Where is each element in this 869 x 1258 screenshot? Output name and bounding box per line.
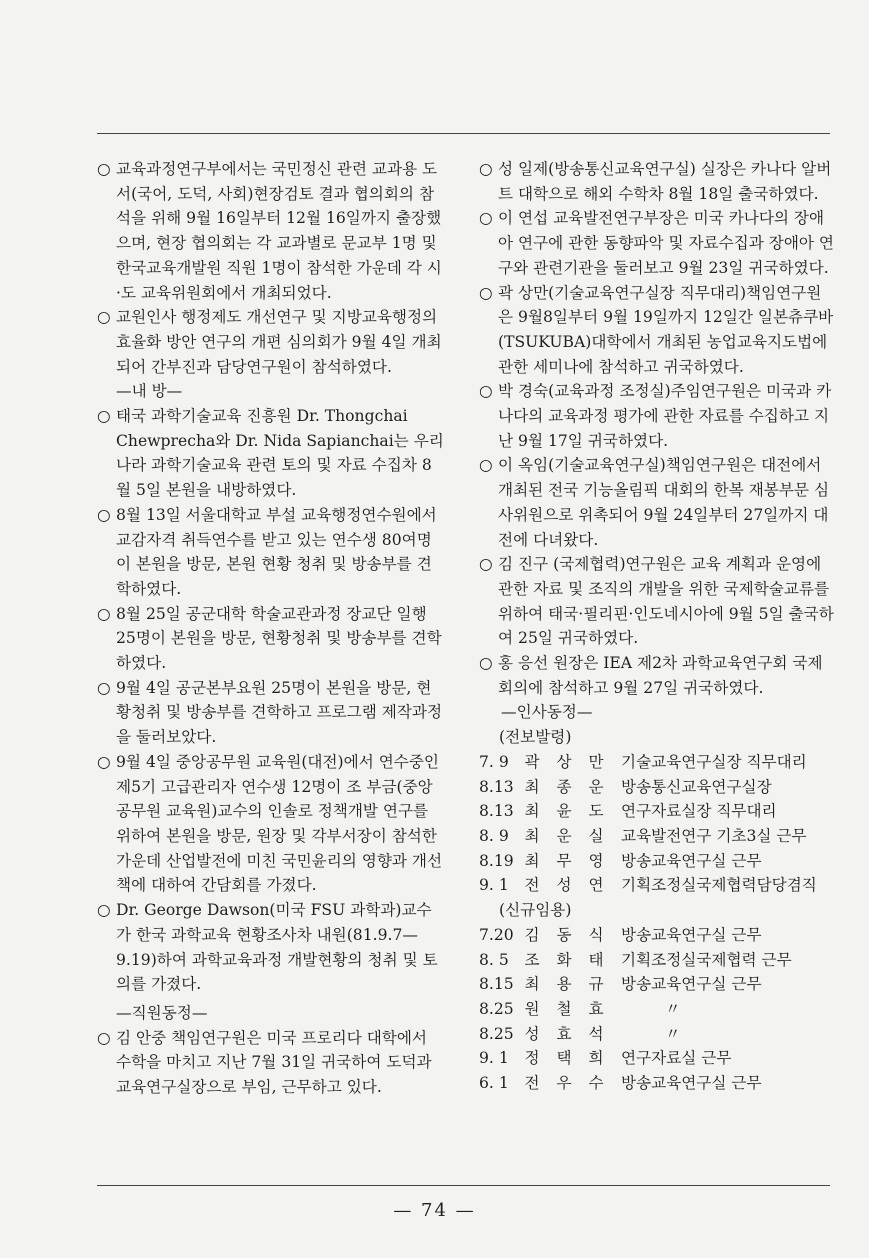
list-item: ○ 이 연섭 교육발전연구부장은 미국 카나다의 장애아 연구에 관한 동향파악 및 자료수집과 장애아 연구와 관련기관을 둘러보고 9월 23일 귀국하였다. xyxy=(479,209,834,277)
table-row: 8. 5 조 화 태 기획조정실국제협력 근무 xyxy=(479,950,792,969)
list-item: ○ 교육과정연구부에서는 국민정신 관련 교과용 도서(국어, 도덕, 사회)현장검토 결과 협의회의 참석을 위해 9월 16일부터 12월 16일까지 출장했으며, 현장 협의회는 각 교과별로 문교부 1명 및 한국교육개발원 직원 1명이 참석한 가운데 각 시·도 교육위원회에서 개최되었다. xyxy=(97,160,442,302)
table-row: 8. 9 최 운 실 교육발전연구 기초3실 근무 xyxy=(479,826,807,845)
list-item: ○ 박 경숙(교육과정 조정실)주임연구원은 미국과 카나다의 교육과정 평가에 관한 자료를 수집하고 지난 9월 17일 귀국하였다. xyxy=(479,382,832,450)
list-item: ○ 교원인사 행정제도 개선연구 및 지방교육행정의 효율화 방안 연구의 개편 심의회가 9월 4일 개최되어 간부진과 담당연구원이 참석하였다. xyxy=(97,308,442,376)
table-row: 8.19 최 무 영 방송교육연구실 근무 xyxy=(479,851,762,870)
subheading-transfer: (전보발령) xyxy=(499,728,572,747)
list-item: ○ 곽 상만(기술교육연구실장 직무대리)책임연구원은 9월8일부터 9월 19일까지 12일간 일본츄쿠바(TSUKUBA)대학에서 개최된 농업교육지도법에 관한 세미나에 참석하고 귀국하였다. xyxy=(479,283,834,376)
table-row: 6. 1 전 우 수 방송교육연구실 근무 xyxy=(479,1074,762,1093)
list-item: ○ 홍 응선 원장은 IEA 제2차 과학교육연구회 국제회의에 참석하고 9월 27일 귀국하였다. xyxy=(479,654,823,697)
list-item: ○ 8월 13일 서울대학교 부설 교육행정연수원에서 교감자격 취득연수를 받고 있는 연수생 80여명이 본원을 방문, 본원 현황 청취 및 방송부를 견학하였다. xyxy=(97,505,437,598)
list-item: ○ 이 옥임(기술교육연구실)책임연구원은 대전에서 개최된 전국 기능올림픽 대회의 한복 재봉부문 심사위원으로 위촉되어 9월 24일부터 27일까지 대전에 다녀왔다. xyxy=(479,456,830,549)
list-item: ○ 8월 25일 공군대학 학술교관과정 장교단 일행 25명이 본원을 방문, 현황청취 및 방송부를 견학하였다. xyxy=(97,604,442,673)
new-hire-table xyxy=(479,923,792,1096)
section-heading-staff: —직원동정— xyxy=(116,1003,208,1022)
left-column xyxy=(97,157,445,1100)
table-row: 7.20 김 동 식 방송교육연구실 근무 xyxy=(479,925,762,944)
page-number: — 74 — xyxy=(393,1200,476,1221)
top-rule xyxy=(97,133,830,134)
table-row: 8.25 성 효 석 〃 xyxy=(479,1024,681,1043)
section-heading-personnel: —인사동정— xyxy=(501,703,593,722)
right-column xyxy=(479,157,835,1096)
list-item: ○ 성 일제(방송통신교육연구실) 실장은 카나다 알버트 대학으로 해외 수학차 8월 18일 출국하였다. xyxy=(479,160,832,203)
list-item: ○ 9월 4일 중앙공무원 교육원(대전)에서 연수중인 제5기 고급관리자 연수생 12명이 조 부금(중앙공무원 교육원)교수의 인솔로 정책개발 연구를 위하여 본원을 방문, 원장 및 각부서장이 참석한 가운데 산업발전에 미친 국민윤리의 영향과 개선책에 대하여 간담회를 가졌다. xyxy=(97,752,443,895)
bottom-rule xyxy=(97,1185,830,1186)
table-row: 8.15 최 용 규 방송교육연구실 근무 xyxy=(479,975,762,994)
subheading-new-hires: (신규임용) xyxy=(499,901,572,920)
table-row: 7. 9 곽 상 만 기술교육연구실장 직무대리 xyxy=(479,752,807,771)
list-item: ○ 김 안중 책임연구원은 미국 프로리다 대학에서 수학을 마치고 지난 7월 31일 귀국하여 도덕과 교육연구실장으로 부임, 근무하고 있다. xyxy=(97,1028,432,1097)
list-item: ○ Dr. George Dawson(미국 FSU 과학과)교수가 한국 과학교육 현황조사차 내원(81.9.7—9.19)하여 과학교육과정 개발현황의 청취 및 토의를 가졌다. xyxy=(97,901,438,994)
list-item: ○ 태국 과학기술교육 진흥원 Dr. Thongchai Chewprecha와 Dr. Nida Sapianchai는 우리나라 과학기술교육 관련 토의 및 자료 수집차 8월 5일 본원을 내방하였다. xyxy=(97,407,444,500)
table-row: 8.13 최 윤 도 연구자료실장 직무대리 xyxy=(479,802,777,821)
table-row: 8.25 원 철 효 〃 xyxy=(479,999,681,1018)
table-row: 9. 1 전 성 연 기획조정실국제협력담당겸직 xyxy=(479,876,817,895)
table-row: 9. 1 정 택 희 연구자료실 근무 xyxy=(479,1049,732,1068)
section-heading-domestic: —내 방— xyxy=(116,382,183,401)
transfer-table xyxy=(479,750,817,898)
table-row: 8.13 최 종 운 방송통신교육연구실장 xyxy=(479,777,772,796)
list-item: ○ 김 진구 (국제협력)연구원은 교육 계획과 운영에 관한 자료 및 조직의 개발을 위한 국제학술교류를 위하여 태국·필리핀·인도네시아에 9월 5일 출국하여 25일 귀국하였다. xyxy=(479,555,834,648)
list-item: ○ 9월 4일 공군본부요원 25명이 본원을 방문, 현황청취 및 방송부를 견학하고 프로그램 제작과정을 둘러보았다. xyxy=(97,678,443,747)
